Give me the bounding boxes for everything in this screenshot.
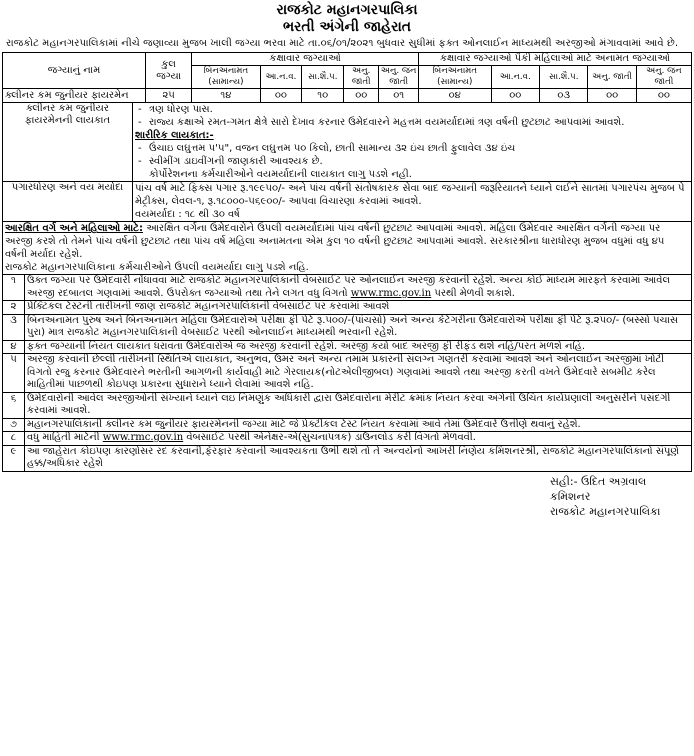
table-cell: ૦૦ [260, 89, 302, 103]
qualification-block [133, 103, 692, 182]
note-text: ઉમેદવારોની આવેલ અરજીઓની સંખ્યાને ધ્યાને લઇ નિમણુંક અધિકારી દ્વારા ઉમેદવારોના મેરીટ ક્રમાંક નિયત કરવા અંગેની ઉચિત કાર્યપ્રણાલી અનુસરીને પસંદગી કરવામાં આવશે. [25, 392, 692, 418]
note-number: ૨ [3, 301, 25, 315]
table-cell: ૧૦ [302, 89, 344, 103]
note-row [3, 314, 692, 340]
col-women: કક્ષાવાર જગ્યાઓ પૈકી મહિલાઓ માટે અનામત જગ્યાઓ [418, 53, 691, 66]
note-text: બિનઅનામત પુરુષ અને બિનઅનામત મહિલા ઉમેદવારોએ પરીક્ષા ફી પેટે રૂ.૫૦૦/-(પાંચસો) અને અન્ય કેટેગરીના ઉમેદવારોએ પરીક્ષા ફી પેટે રૂ.૨૫૦/- (બસ્સો પચાસ પુરા) માત્ર રાજકોટ મહાનગરપાલિકાની વેબસાઈટ પરથી ઓનલાઈન માધ્યમથી ભરવાની રહેશે. [25, 314, 692, 340]
signature-block [2, 474, 692, 519]
intro-text: રાજકોટ મહાનગરપાલિકામાં નીચે જણાવ્યા મુજબ ખાલી જગ્યા ભરવા માટે તા.૦૬/૦૧/૨૦૨૧ બુધવાર સુધીમાં ફક્ત ઓનલાઈન માધ્યમથી અરજીઓ મંગાવવામાં આવે છે. [6, 38, 679, 49]
sub-header: સા.શૈ.પ. [540, 66, 588, 89]
reserved-title: આરક્ષિત વર્ગ અને મહિલાઓ માટે: [5, 223, 143, 234]
note-text: વધુ માહિતી માટેની www.rmc.gov.in વેબસાઈટ પરથી એનેક્ષર-એ(સુચનાપત્રક) ડાઉનલોડ કરી વિગતો મેળવવી. [25, 432, 692, 446]
table-cell: ૦૦ [588, 89, 636, 103]
note-row [3, 275, 692, 301]
note-text: ફક્ત જગ્યાની નિયત લાયકાત ધરાવતા ઉમેદવારોએ જ અરજી કરવાની રહેશે. અરજી કર્યા બાદ અરજી ફી રીફંડ થશે નહિ/પરત મળશે નહિ. [25, 340, 692, 354]
note-row [3, 340, 692, 354]
note-text: આ જાહેરાત કોઇપણ કારણોસર રદ કરવાની,ફેરફાર કરવાની આવશ્યકતા ઉભી થશે તો તે અન્વયેનો આખરી નિર્ણય કમિશનરશ્રી, રાજકોટ મહાનગરપાલિકાનો સંપૂર્ણ હક્ક/અધિકાર રહેશે [25, 445, 692, 471]
note-row [3, 392, 692, 418]
note-row [3, 445, 692, 471]
note-number: ૭ [3, 418, 25, 432]
note-text: મહાનગરપાલિકાની ક્લીનર કમ જુનીયર ફાયરમેનની જગ્યા માટે જે પ્રેક્ટીકલ ટેસ્ટ નિયત કરવામાં આવે તેમાં ઉમેદવારે ઉત્તીર્ણ થવાનું રહેશે. [25, 418, 692, 432]
qualification-item: - સ્વીમીંગ ડાઇવીંગની જાણકારી આવશ્યક છે. [135, 155, 689, 168]
qualification-item: - રાજ્ય કક્ષાએ રમત-ગમત ક્ષેત્રે સારો દેખાવ કરનાર ઉમેદવારને મહત્તમ વયમર્યાદામાં ત્રણ વર્ષની છુટછાટ આપવામાં આવશે. [135, 116, 689, 129]
total-posts: ૨૫ [146, 89, 192, 103]
signature-designation: કમિશનર [550, 489, 591, 503]
sub-header: આ.ન.વ. [491, 66, 539, 89]
table-row [3, 89, 692, 103]
physical-title: શારીરિક લાયકાત:- [135, 130, 214, 141]
sub-header: બિનઅનામત (સામાન્ય) [192, 66, 260, 89]
details-table [2, 102, 692, 275]
sub-header: અનુ. જન જાતી [636, 66, 691, 89]
note-number: ૪ [3, 340, 25, 354]
sub-header: બિનઅનામત (સામાન્ય) [418, 66, 491, 89]
sub-header: આ.ન.વ. [260, 66, 302, 89]
signature-org: રાજકોટ મહાનગરપાલિકા [550, 504, 661, 518]
table-cell: ૧૪ [192, 89, 260, 103]
reserved-text: આરક્ષિત વર્ગના ઉમેદવારોને ઉપલી વયમર્યાદામાં પાંચ વર્ષની છુટછાટ આપવામાં આવશે. મહિલા ઉમેદવાર આરક્ષિત વર્ગની જગ્યા પર અરજી કરશે તો તેમને પાંચ વર્ષની છુટછાટ તથા પાંચ વર્ષ મહિલા અનામતના એમ કુલ ૧૦ વર્ષની છુટછાટ આપવામાં આવશે. સરકારશ્રીના ધારાધોરણ મુજબ વધુમાં વધુ ૪૫ વર્ષની મર્યાદા રહેશે. [5, 223, 665, 260]
notice-title: ભરતી અંગેની જાહેરાત [282, 19, 412, 35]
sub-header: અનુ. જાતી [344, 66, 379, 89]
table-cell: ૦૧ [379, 89, 419, 103]
age-limit: વયમર્યાદા : ૧૮ થી ૩૦ વર્ષ [135, 209, 240, 220]
reserved-line2: રાજકોટ મહાનગરપાલિકાના કર્મચારીઓને ઉપલી વયમર્યાદા લાગુ પડશે નહિ. [5, 262, 309, 273]
note-number: ૧ [3, 275, 25, 301]
qualification-note: કોર્પોરેશનના કર્મચારીઓને વયમર્યાદાની લાયકાત લાગુ પડશે નહી. [149, 169, 412, 180]
table-cell: ૦૦ [491, 89, 539, 103]
website-link[interactable]: www.rmc.gov.in [350, 287, 432, 299]
col-post: જગ્યાનું નામ [3, 53, 146, 89]
note-number: ૯ [3, 445, 25, 471]
sub-header: સા.શૈ.પ. [302, 66, 344, 89]
org-title: રાજકોટ મહાનગરપાલિકા [276, 2, 418, 18]
pay-label: પગારધોરણ અને વય મર્યાદા [3, 182, 133, 222]
table-cell: ૦૦ [636, 89, 691, 103]
post-name: ક્લીનર કમ જુનીયર ફાયરમેન [3, 89, 146, 103]
qualification-item: - ત્રણ ધોરણ પાસ. [135, 103, 689, 116]
table-cell: ૦૪ [418, 89, 491, 103]
note-number: ૫ [3, 354, 25, 393]
col-category: કક્ષાવાર જગ્યાઓ [192, 53, 419, 66]
sub-header: અનુ. જન જાતી [379, 66, 419, 89]
website-link[interactable]: www.rmc.gov.in [102, 432, 184, 443]
sub-header: અનુ. જાતી [588, 66, 636, 89]
note-number: ૮ [3, 432, 25, 446]
vacancy-table [2, 52, 692, 103]
notes-table [2, 274, 692, 472]
pay-block [133, 182, 692, 222]
signature-name: સહી:- ઉદિત અગ્રવાલ [550, 474, 647, 488]
table-cell: ૦૩ [540, 89, 588, 103]
note-text: ઉક્ત જગ્યા પર ઉમેદવારી નોંધાવવા માટે રાજકોટ મહાનગરપાલિકાની વેબસાઈટ પર ઓનલાઈન અરજી કરવાની રહેશે. અન્ય કોઈ માધ્યમ મારફતે કરવામાં આવેલ અરજી રદબાતલ ગણવામાં આવશે. ઉપરોક્ત જગ્યાઓ તથા તેને લગત વધુ વિગતો www.rmc.gov.in પરથી મેળવી શકાશે. [25, 275, 692, 301]
col-total: કુલ જગ્યા [146, 53, 192, 89]
qualification-label: ક્લીનર કમ જુનીયર ફાયરમેનની લાયકાત [3, 103, 133, 182]
note-row [3, 418, 692, 432]
note-number: ૬ [3, 392, 25, 418]
advertisement [2, 2, 692, 519]
note-row [3, 432, 692, 446]
table-cell: ૦૦ [344, 89, 379, 103]
pay-text: પાંચ વર્ષ માટે ફિક્સ પગાર રૂ.૧૯૯૫૦/- અને પાંચ વર્ષની સંતોષકારક સેવા બાદ જગ્યાની જરૂરિયાતને ધ્યાને લઈને સાતમાં પગારપંચ મુજબ પે મેટ્રીક્સ, લેવલ-૧, રૂ.૧૮૦૦૦-૫૬૯૦૦/- આપવા વિચારણા કરવામાં આવશે. [135, 183, 685, 207]
note-text: પ્રેક્ટિકલ ટેસ્ટની તારીખની જાણ રાજકોટ મહાનગરપાલિકાની વેબસાઈટ પર કરવામાં આવશે [25, 301, 692, 315]
qualification-item: - ઉંચાઇ લઘુત્તમ ૫'૫", વજન લઘુત્તમ ૫૦ કિલો, છાતી સામાન્ય ૩૨ ઇંચ છાતી ફુલાવેલ ૩૪ ઇંચ [135, 142, 689, 155]
reserved-block [3, 222, 692, 275]
note-number: ૩ [3, 314, 25, 340]
note-row [3, 301, 692, 315]
note-text: અરજી કરવાની છેલ્લી તારીખની સ્થિતિએ લાયકાત, અનુભવ, ઉમર અને અન્ય તમામ પ્રકારની સંલગ્ન ગણતરી કરવામાં આવશે અને ઓનલાઈન અરજીમાં ખોટી વિગતો રજુ કરનાર ઉમેદવારને ભરતીની આગળની કાર્યવાહી માટે ગેરલાયક(નોટએલીજીબલ) ગણવામાં આવશે તથા અરજી કરતી વખતે ઉમેદવારે સબમીટ કરેલ માહિતીમાં પાછળથી કોઇપણ પ્રકારના સુધારાને ધ્યાને લેવામાં આવશે નહિ. [25, 354, 692, 393]
note-row [3, 354, 692, 393]
